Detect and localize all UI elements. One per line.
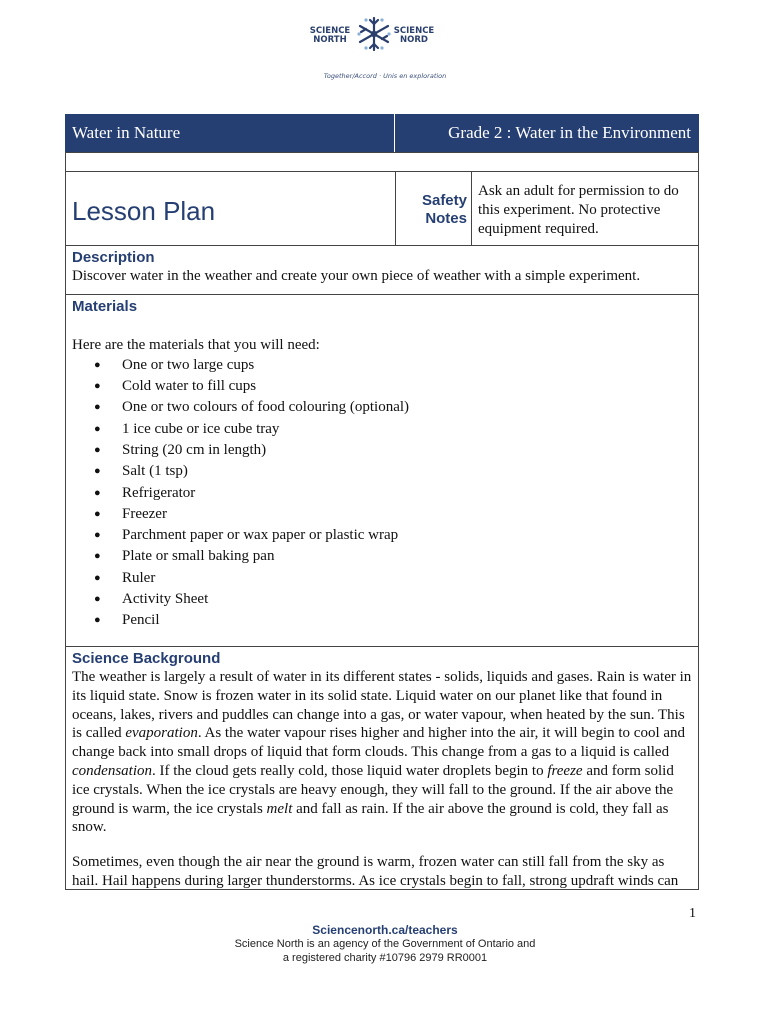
safety-notes-label — [396, 172, 472, 245]
header-bar — [65, 114, 699, 152]
list-item: ● Salt (1 tsp) — [94, 461, 692, 482]
logo-text-left — [308, 27, 352, 45]
science-background-section — [65, 647, 699, 890]
background-text: . As the water vapour rises higher and higher into the air, it will begin to cool and change back into small drops of liquid that form clouds. This change from a gas to a liquid is called — [72, 725, 686, 761]
materials-list — [72, 355, 692, 632]
term-evaporation: evaporation — [125, 725, 198, 742]
list-item: ● Refrigerator — [94, 483, 692, 504]
safety-label-line2: Notes — [425, 210, 467, 227]
list-item: ● One or two colours of food colouring (optional) — [94, 397, 692, 418]
science-background-paragraph-2: Sometimes, even though the air near the ground is warm, frozen water can still fall from the sky as hail. Hail happens during larger thunderstorms. As ice crystals begin to fall, strong updraft winds can — [72, 854, 679, 889]
description-title: Description — [72, 249, 155, 266]
background-text: The weather is largely a result of water in its different states - solids, liquids and gases. Rain is water in its liquid state. Snow is frozen water in its solid state. Liquid water on our planet like that found in oceans, lakes, rivers and puddles can change into a gas, or water vapour, when heated by the sun. This is called — [72, 669, 692, 742]
footer-line1: Science North is an agency of the Government of Ontario and — [234, 938, 536, 950]
footer-link[interactable]: Sciencenorth.ca/teachers — [312, 923, 458, 937]
term-freeze: freeze — [547, 762, 583, 779]
list-item: ● One or two large cups — [94, 355, 692, 376]
logo-text-right — [392, 27, 436, 45]
blank-row — [65, 152, 699, 172]
safety-label-line1: Safety — [421, 192, 467, 209]
logo-right-line1: SCIENCE — [393, 26, 435, 36]
lesson-plan-row — [65, 172, 699, 246]
snowflake-icon — [356, 12, 392, 56]
materials-section — [65, 295, 699, 647]
list-item: ● Freezer — [94, 504, 692, 525]
materials-intro: Here are the materials that you will need: — [72, 337, 320, 353]
list-item: ● Activity Sheet — [94, 589, 692, 610]
materials-title: Materials — [72, 298, 138, 315]
list-item: ● Pencil — [94, 610, 692, 631]
logo-tagline: Together/Accord · Unis en exploration — [323, 72, 447, 80]
logo-right-line2: NORD — [400, 35, 428, 45]
background-text: and form solid ice crystals. When the ice crystals are heavy enough, they will fall to the ground. If the air above the ground is warm, the ice crystals — [72, 762, 674, 817]
list-item: ● Parchment paper or wax paper or plastic wrap — [94, 525, 692, 546]
safety-notes-text: Ask an adult for permission to do this experiment. No protective equipment required. — [478, 183, 679, 237]
logo-left-line2: NORTH — [313, 35, 347, 45]
page-number: 1 — [689, 906, 696, 921]
term-melt: melt — [266, 800, 293, 817]
list-item: ● 1 ice cube or ice cube tray — [94, 419, 692, 440]
term-condensation: condensation — [72, 762, 152, 779]
footer-line2: a registered charity #10796 2979 RR0001 — [282, 952, 488, 964]
description-section — [65, 246, 699, 295]
background-text: and fall as rain. If the air above the ground is cold, they fall as snow. — [72, 800, 669, 836]
list-item: ● Cold water to fill cups — [94, 376, 692, 397]
science-north-logo — [300, 10, 470, 80]
list-item: ● String (20 cm in length) — [94, 440, 692, 461]
science-background-paragraph — [72, 668, 692, 837]
logo-left-line1: SCIENCE — [309, 26, 351, 36]
unit-title: Water in Nature — [65, 114, 395, 152]
science-background-title: Science Background — [72, 650, 221, 667]
list-item: ● Plate or small baking pan — [94, 546, 692, 567]
grade-title: Grade 2 : Water in the Environment — [448, 123, 691, 142]
background-text: . If the cloud gets really cold, those liquid water droplets begin to — [152, 762, 548, 779]
description-text: Discover water in the weather and create your own piece of weather with a simple experiment. — [72, 268, 641, 284]
list-item: ● Ruler — [94, 568, 692, 589]
lesson-plan-title: Lesson Plan — [66, 172, 396, 245]
